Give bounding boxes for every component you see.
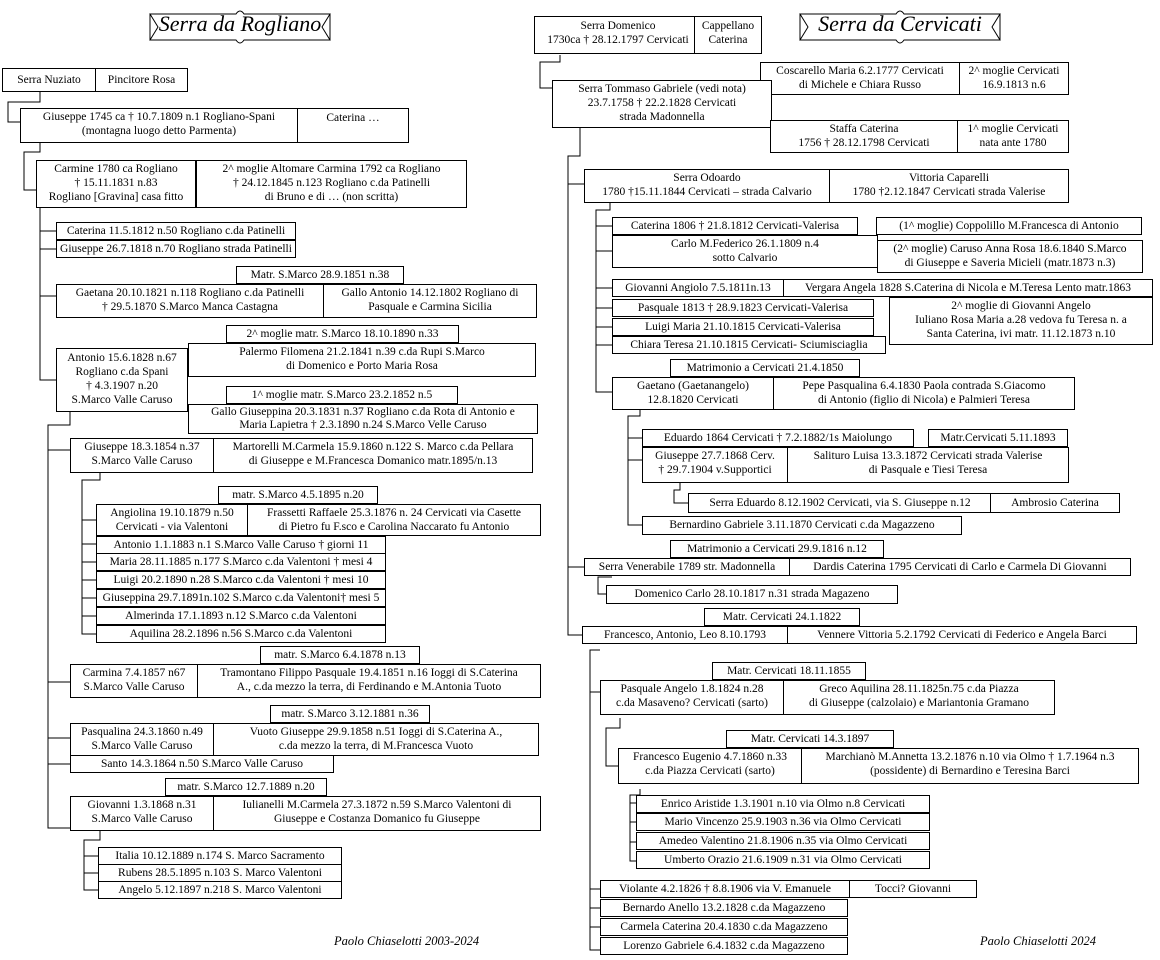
line: di Giuseppe (calzolaio) e Mariantonia Gramano [808, 697, 1029, 709]
line: di Antonio (figlio di Nicola) e Palmieri Teresa [817, 394, 1030, 406]
line: Antonio 15.6.1828 n.67 [67, 352, 177, 364]
cell [538, 19, 698, 47]
line: Giuseppe 27.7.1868 Cerv. [655, 450, 775, 462]
line: (possidente) di Bernardino e Teresina Barci [870, 765, 1070, 777]
line: S.Marco Valle Caruso [83, 681, 185, 693]
spouse-box [247, 504, 541, 536]
person-box [56, 348, 188, 412]
line: Caterina [708, 34, 748, 46]
spouse-box [760, 62, 960, 95]
name-text: Serra Nuziato [17, 74, 81, 86]
child-box: Maria 28.11.1885 n.177 S.Marco c.da Valentoni † mesi 4 [96, 553, 386, 571]
child-box: Santo 14.3.1864 n.50 S.Marco Valle Caruso [70, 755, 334, 773]
line: di Domenico e Porto Maria Rosa [286, 360, 438, 372]
line: di Bruno e di … (non scritta) [264, 191, 399, 203]
spouse-box [877, 240, 1143, 273]
person-box [70, 438, 214, 473]
line: Giuseppe e Costanza Domanico fu Giuseppe [274, 813, 480, 825]
marriage-box: Matr. S.Marco 28.9.1851 n.38 [236, 266, 404, 284]
person-box [584, 169, 830, 203]
line: 1780 †2.12.1847 Cervicati strada Valerise [852, 186, 1046, 198]
spouse-box [829, 169, 1069, 203]
child-box: Chiara Teresa 21.10.1815 Cervicati- Sciumisciaglia [612, 336, 886, 354]
spouse-box [95, 68, 188, 92]
spouse-box [188, 404, 538, 434]
line: Santa Caterina, ivi matr. 11.12.1873 n.10 [926, 328, 1116, 340]
person-box [20, 108, 298, 143]
person-box [552, 80, 772, 128]
name-text: Pincitore Rosa [107, 74, 176, 86]
child-box: Almerinda 17.1.1893 n.12 S.Marco c.da Valentoni [96, 607, 386, 625]
marriage-box: matr. S.Marco 12.7.1889 n.20 [165, 778, 327, 796]
child-box [612, 235, 878, 268]
line: di Michele e Chiara Russo [798, 79, 921, 91]
person-box [600, 680, 784, 715]
line: † 24.12.1845 n.123 Rogliano c.da Patinelli [232, 177, 431, 189]
line: Carmina 7.4.1857 n67 [82, 667, 186, 679]
child-box: Carmela Caterina 20.4.1830 c.da Magazzeno [600, 918, 848, 936]
line: † 29.5.1870 S.Marco Manca Castagna [102, 301, 278, 313]
person-box [618, 748, 802, 784]
line: Francesco Eugenio 4.7.1860 n.33 [633, 751, 787, 763]
child-box: Enrico Aristide 1.3.1901 n.10 via Olmo n.8 Cervicati [636, 795, 930, 813]
title-left: Serra da Rogliano [158, 11, 322, 36]
person-box: Giuseppe 26.7.1818 n.70 Rogliano strada Patinelli [56, 240, 296, 258]
line: (2^ moglie) Caruso Anna Rosa 18.6.1840 S.Marco [893, 243, 1127, 255]
spouse-box: Vennere Vittoria 5.2.1792 Cervicati di Federico e Angela Barci [787, 626, 1137, 644]
marriage-box: Matrimonio a Cervicati 29.9.1816 n.12 [670, 540, 884, 558]
person-box: Serra Venerabile 1789 str. Madonnella [584, 558, 790, 576]
spouse-box: Tocci? Giovanni [849, 880, 977, 898]
signature-left: Paolo Chiaselotti 2003-2024 [334, 934, 480, 948]
line: 1780 †15.11.1844 Cervicati – strada Calvario [602, 186, 812, 198]
spouse-box: Vergara Angela 1828 S.Caterina di Nicola e M.Teresa Lento matr.1863 [783, 279, 1153, 297]
spouse-box [889, 297, 1153, 345]
line: Giovanni 1.3.1868 n.31 [87, 799, 197, 811]
child-box: Pasquale 1813 † 28.9.1823 Cervicati-Valerisa [612, 299, 874, 317]
person-box [642, 447, 788, 483]
line: Serra Domenico [580, 20, 656, 32]
child-box: Italia 10.12.1889 n.174 S. Marco Sacramento [98, 847, 342, 865]
line: 23.7.1758 † 22.2.1828 Cervicati [587, 97, 737, 109]
name-text: Caterina … [326, 112, 380, 124]
line: Pasqualina 24.3.1860 n.49 [81, 726, 203, 738]
spouse-box [770, 120, 958, 153]
line: Salituro Luisa 13.3.1872 Cervicati strada Valerise [813, 450, 1043, 462]
line: strada Madonnella [619, 111, 705, 123]
marriage-box: Matr.Cervicati 5.11.1893 [928, 429, 1068, 447]
spouse-box [213, 723, 539, 756]
line: 2^ moglie Altomare Carmina 1792 ca Rogliano [222, 163, 441, 175]
spouse-box [783, 680, 1055, 715]
child-box: Bernardino Gabriele 3.11.1870 Cervicati c.da Magazzeno [642, 516, 962, 535]
child-box: Aquilina 28.2.1896 n.56 S.Marco c.da Valentoni [96, 625, 386, 643]
line: Gaetana 20.10.1821 n.118 Rogliano c.da Patinelli [75, 287, 305, 299]
spouse-box [694, 16, 762, 54]
spouse-box [773, 377, 1075, 410]
line: † 15.11.1831 n.83 [74, 177, 158, 189]
line: Gallo Antonio 14.12.1802 Rogliano di [341, 287, 519, 299]
line: Marchianò M.Annetta 13.2.1876 n.10 via Olmo † 1.7.1964 n.3 [825, 751, 1115, 763]
line: Staffa Caterina [829, 123, 899, 135]
person-box: Francesco, Antonio, Leo 8.10.1793 [582, 626, 788, 644]
child-box: Umberto Orazio 21.6.1909 n.31 via Olmo Cervicati [636, 851, 930, 869]
spouse-box: Dardis Caterina 1795 Cervicati di Carlo e Carmela Di Giovanni [789, 558, 1131, 576]
person-box: Caterina 11.5.1812 n.50 Rogliano c.da Patinelli [56, 222, 296, 240]
marriage-box [959, 62, 1069, 95]
line: Serra Tommaso Gabriele (vedi nota) [578, 83, 746, 95]
line: Martorelli M.Carmela 15.9.1860 n.122 S. Marco c.da Pellara [232, 441, 514, 453]
marriage-box [957, 120, 1069, 153]
person-box [70, 664, 198, 698]
line: Greco Aquilina 28.11.1825n.75 c.da Piazza [819, 683, 1019, 695]
line: di Giuseppe e M.Francesca Domanico matr.1895/n.13 [248, 455, 498, 467]
line: S.Marco Valle Caruso [91, 813, 193, 825]
marriage-box: matr. S.Marco 6.4.1878 n.13 [260, 646, 420, 664]
title-right: Serra da Cervicati [818, 11, 982, 36]
marriage-box: Matrimonio a Cervicati 21.4.1850 [670, 359, 860, 377]
person-box [96, 504, 248, 536]
spouse-box [196, 160, 467, 208]
spouse-box: Ambrosio Caterina [990, 493, 1120, 513]
child-box: Caterina 1806 † 21.8.1812 Cervicati-Valerisa [612, 217, 858, 235]
line: Giuseppe 18.3.1854 n.37 [84, 441, 200, 453]
child-box: Luigi 20.2.1890 n.28 S.Marco c.da Valentoni † mesi 10 [96, 571, 386, 589]
child-box: Eduardo 1864 Cervicati † 7.2.1882/1s Maiolungo [642, 429, 914, 447]
line: † 4.3.1907 n.20 [86, 380, 158, 392]
spouse-box [323, 284, 537, 318]
child-box: Rubens 28.5.1895 n.103 S. Marco Valentoni [98, 864, 342, 882]
line: sotto Calvario [712, 252, 778, 264]
spouse-box [197, 664, 541, 698]
line: S.Marco Valle Caruso [71, 394, 173, 406]
line: Vuoto Giuseppe 29.9.1858 n.51 Ioggi di S.Caterina A., [249, 726, 503, 738]
line: 16.9.1813 n.6 [982, 79, 1046, 91]
line: c.da Masaveno? Cervicati (sarto) [616, 697, 768, 709]
line: 1756 † 28.12.1798 Cervicati [798, 137, 930, 149]
line: A., c.da mezzo la terra, di Ferdinando e M.Antonia Tuoto [236, 681, 502, 693]
person-box [70, 796, 214, 831]
person-box: Violante 4.2.1826 † 8.8.1906 via V. Emanuele [600, 880, 850, 898]
line: di Giuseppe e Saveria Micieli (matr.1873 n.3) [904, 257, 1116, 269]
line: Vittoria Caparelli [908, 172, 990, 184]
child-box: Angelo 5.12.1897 n.218 S. Marco Valentoni [98, 881, 342, 899]
marriage-box: matr. S.Marco 4.5.1895 n.20 [218, 486, 378, 504]
child-box: Serra Eduardo 8.12.1902 Cervicati, via S. Giuseppe n.12 [688, 493, 992, 513]
line: Serra Odoardo [673, 172, 741, 184]
child-box: Bernardo Anello 13.2.1828 c.da Magazzeno [600, 899, 848, 917]
marriage-box: 2^ moglie matr. S.Marco 18.10.1890 n.33 [226, 325, 459, 343]
spouse-box [787, 447, 1069, 483]
person-box [612, 377, 774, 410]
child-box: Mario Vincenzo 25.9.1903 n.36 via Olmo Cervicati [636, 813, 930, 831]
line: Palermo Filomena 21.2.1841 n.39 c.da Rupi S.Marco [239, 346, 485, 358]
line: Giuseppe 1745 ca † 10.7.1809 n.1 Rogliano-Spani [42, 111, 276, 123]
line: c.da Piazza Cervicati (sarto) [645, 765, 775, 777]
line: Carlo M.Federico 26.1.1809 n.4 [671, 238, 819, 250]
line: di Pietro fu F.sco e Carolina Naccarato fu Antonio [278, 521, 510, 533]
line: Pasquale Angelo 1.8.1824 n.28 [620, 683, 764, 695]
person-box [70, 723, 214, 756]
line: S.Marco Valle Caruso [91, 455, 193, 467]
line: c.da mezzo la terra, di M.Francesca Vuoto [278, 740, 474, 752]
line: † 29.7.1904 v.Supportici [658, 464, 772, 476]
line: Pasquale e Carmina Sicilia [368, 301, 492, 313]
line: Coscarello Maria 6.2.1777 Cervicati [776, 65, 944, 77]
line: Iuliano Rosa Maria a.28 vedova fu Teresa n. a [915, 314, 1127, 326]
spouse-box: (1^ moglie) Coppolillo M.Francesca di Antonio [876, 217, 1142, 235]
spouse-box [188, 343, 536, 377]
person-box [36, 160, 196, 208]
signature-right: Paolo Chiaselotti 2024 [980, 934, 1096, 948]
marriage-box: Matr. Cervicati 24.1.1822 [704, 608, 860, 626]
line: 2^ moglie Cervicati [968, 65, 1060, 77]
line: Gaetano (Gaetanangelo) [636, 380, 750, 392]
line: nata ante 1780 [979, 137, 1047, 149]
child-box: Antonio 1.1.1883 n.1 S.Marco Valle Caruso † giorni 11 [96, 536, 386, 554]
line: Cappellano [701, 20, 755, 32]
line: S.Marco Valle Caruso [91, 740, 193, 752]
spouse-box [213, 796, 541, 831]
line: 2^ moglie di Giovanni Angelo [951, 300, 1091, 312]
marriage-box: matr. S.Marco 3.12.1881 n.36 [270, 705, 430, 723]
child-box: Luigi Maria 21.10.1815 Cervicati-Valerisa [612, 318, 874, 336]
line: (montagna luogo detto Parmenta) [81, 125, 237, 137]
line: 1^ moglie Cervicati [967, 123, 1059, 135]
person-box [2, 68, 96, 92]
line: Pepe Pasqualina 6.4.1830 Paola contrada S.Giacomo [802, 380, 1046, 392]
spouse-box [801, 748, 1139, 784]
line: 12.8.1820 Cervicati [647, 394, 739, 406]
child-box: Giovanni Angiolo 7.5.1811n.13 [612, 279, 784, 297]
spouse-box [213, 438, 533, 473]
line: Maria Lapietra † 2.3.1890 n.24 S.Marco Velle Caruso [239, 419, 487, 431]
marriage-box: Matr. Cervicati 14.3.1897 [726, 730, 894, 748]
line: Rogliano c.da Spani [75, 366, 169, 378]
line: Frassetti Raffaele 25.3.1876 n. 24 Cervicati via Casette [267, 507, 521, 519]
marriage-box: Matr. Cervicati 18.11.1855 [712, 662, 866, 680]
line: di Pasquale e Tiesi Teresa [868, 464, 988, 476]
person-box [56, 284, 324, 318]
spouse-box [297, 108, 409, 143]
line: Tramontano Filippo Pasquale 19.4.1851 n.16 Ioggi di S.Caterina [220, 667, 518, 679]
line: Cervicati - via Valentoni [115, 521, 229, 533]
line: Gallo Giuseppina 20.3.1831 n.37 Rogliano c.da Rota di Antonio e [211, 406, 515, 418]
line: Angiolina 19.10.1879 n.50 [110, 507, 234, 519]
marriage-box: 1^ moglie matr. S.Marco 23.2.1852 n.5 [226, 386, 458, 404]
child-box: Domenico Carlo 28.10.1817 n.31 strada Magazeno [606, 585, 898, 604]
child-box: Amedeo Valentino 21.8.1906 n.35 via Olmo Cervicati [636, 832, 930, 850]
line: Iulianelli M.Carmela 27.3.1872 n.59 S.Marco Valentoni di [242, 799, 512, 811]
line: Rogliano [Gravina] casa fitto [48, 191, 184, 203]
child-box: Giuseppina 29.7.1891n.102 S.Marco c.da Valentoni† mesi 5 [96, 589, 386, 607]
child-box: Lorenzo Gabriele 6.4.1832 c.da Magazzeno [600, 937, 848, 955]
line: 1730ca † 28.12.1797 Cervicati [547, 34, 689, 46]
line: Carmine 1780 ca Rogliano [54, 163, 178, 175]
